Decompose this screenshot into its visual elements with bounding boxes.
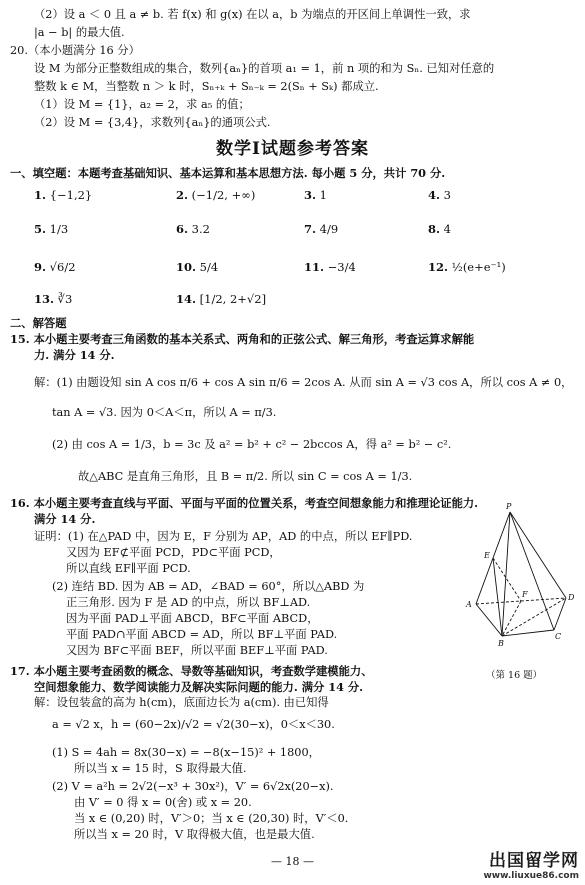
q15-solution-line3: (2) 由 cos A = 1/3，b = 3c 及 a² = b² + c² − 2bccos A，得 a² = b² − c². xyxy=(52,438,452,451)
q16-proof-line4: (2) 连结 BD. 因为 AB = AD，∠BAD = 60°，所以△ABD 为 xyxy=(52,580,365,593)
q15-solution-line2: tan A = √3. 因为 0＜A＜π，所以 A = π/3. xyxy=(52,406,277,419)
q15-solution-line1: 解：(1) 由题设知 sin A cos π/6 + cos A sin π/6 = 2cos A. 从而 sin A = √3 cos A，所以 cos A ≠ 0， xyxy=(34,376,573,389)
answer-13 xyxy=(34,292,72,306)
answer-10-number: 10. xyxy=(176,260,197,274)
label-A: A xyxy=(466,600,472,609)
q20-line2: 整数 k ∈ M，当整数 n ＞ k 时，Sₙ₊ₖ + Sₙ₋ₖ = 2(Sₙ + Sₖ) 都成立. xyxy=(34,80,379,93)
answer-11-number: 11. xyxy=(304,260,325,274)
label-F: F xyxy=(522,590,528,599)
q15-heading-line1: 15. 本小题主要考查三角函数的基本关系式、两角和的正弦公式、解三角形，考查运算求解能 xyxy=(10,332,475,346)
label-D: D xyxy=(568,593,575,602)
part2-heading: 二、解答题 xyxy=(10,316,67,330)
answer-14 xyxy=(176,292,266,306)
q17-solution-line8: 所以当 x = 20 时，V 取得极大值，也是最大值. xyxy=(74,828,315,841)
q16-heading-line1: 16. 本小题主要考查直线与平面、平面与平面的位置关系，考查空间想象能力和推理论证能力. xyxy=(10,496,479,510)
q20-line4: （2）设 M = {3,4}，求数列{aₙ}的通项公式. xyxy=(34,116,271,129)
q16-proof-line7: 平面 PAD∩平面 ABCD = AD，所以 BF⊥平面 PAD. xyxy=(66,628,338,641)
answer-14-value: [1/2, 2+√2] xyxy=(199,292,267,306)
answer-11 xyxy=(304,260,356,274)
q17-solution-line5: (2) V = a²h = 2√2(−x³ + 30x²)，V′ = 6√2x(20−x). xyxy=(52,780,334,793)
q16-proof-line6: 因为平面 PAD⊥平面 ABCD，BF⊂平面 ABCD， xyxy=(66,612,319,625)
answer-7-value: 4/9 xyxy=(319,222,339,236)
q17-solution-line7: 当 x ∈ (0,20) 时，V′＞0；当 x ∈ (20,30) 时，V′＜0. xyxy=(74,812,349,825)
q16-proof-line2: 又因为 EF⊄平面 PCD，PD⊂平面 PCD， xyxy=(66,546,281,559)
answer-2 xyxy=(176,188,255,202)
q16-proof-line8: 又因为 BF⊂平面 BEF，所以平面 BEF⊥平面 PAD. xyxy=(66,644,328,657)
label-B: B xyxy=(498,639,504,648)
answer-10-value: 5/4 xyxy=(199,260,219,274)
edge-BC xyxy=(502,630,554,636)
q17-solution-line4: 所以当 x = 15 时，S 取得最大值. xyxy=(74,762,247,775)
watermark-title: 出国留学网 xyxy=(489,851,579,871)
edge-CD xyxy=(554,598,566,630)
answer-6 xyxy=(176,222,210,236)
answer-5 xyxy=(34,222,68,236)
answer-5-value: 1/3 xyxy=(49,222,69,236)
pyramid-figure xyxy=(462,500,580,670)
q17-solution-line2: a = √2 x，h = (60−2x)/√2 = √2(30−x)，0＜x＜30. xyxy=(52,718,335,731)
answer-3-number: 3. xyxy=(304,188,317,202)
label-E: E xyxy=(484,551,490,560)
answer-12 xyxy=(428,260,506,274)
edge-PD xyxy=(510,512,566,598)
q17-heading-line1: 17. 本小题主要考查函数的概念、导数等基础知识，考查数学建模能力、 xyxy=(10,664,373,678)
answer-12-value: ½(e+e⁻¹) xyxy=(451,260,506,274)
q17-solution-line6: 由 V′ = 0 得 x = 0(舍) 或 x = 20. xyxy=(74,796,252,809)
edge-PC xyxy=(510,512,554,630)
segment-BD xyxy=(502,598,566,636)
answer-8-number: 8. xyxy=(428,222,441,236)
answer-14-number: 14. xyxy=(176,292,197,306)
figure-caption: （第 16 题） xyxy=(486,670,543,681)
answer-1-value: {−1,2} xyxy=(49,188,93,202)
q16-proof-line5: 正三角形. 因为 F 是 AD 的中点，所以 BF⊥AD. xyxy=(66,596,311,609)
q19-part2-line1: （2）设 a ＜ 0 且 a ≠ b. 若 f(x) 和 g(x) 在以 a，b 为端点的开区间上单调性一致，求 xyxy=(34,8,471,21)
answer-2-number: 2. xyxy=(176,188,189,202)
answer-9-number: 9. xyxy=(34,260,47,274)
q19-part2-line2: |a − b| 的最大值. xyxy=(34,26,125,39)
answer-4-value: 3 xyxy=(443,188,451,202)
page-number: — 18 — xyxy=(271,855,314,868)
answer-3-value: 1 xyxy=(319,188,327,202)
part1-heading: 一、填空题：本题考查基础知识、基本运算和基本思想方法. 每小题 5 分，共计 70 分. xyxy=(10,166,446,180)
q20-title: 20.（本小题满分 16 分） xyxy=(10,44,140,57)
answer-4-number: 4. xyxy=(428,188,441,202)
answer-7 xyxy=(304,222,338,236)
edge-AB xyxy=(476,604,502,636)
answer-9-value: √6/2 xyxy=(49,260,76,274)
answer-4 xyxy=(428,188,451,202)
answer-12-number: 12. xyxy=(428,260,449,274)
q16-proof-line3: 所以直线 EF∥平面 PCD. xyxy=(66,562,191,575)
q20-line1: 设 M 为部分正整数组成的集合，数列{aₙ}的首项 a₁ = 1，前 n 项的和为 Sₙ. 已知对任意的 xyxy=(34,62,495,75)
answer-8 xyxy=(428,222,451,236)
answer-3 xyxy=(304,188,327,202)
answer-6-value: 3.2 xyxy=(191,222,210,236)
q16-heading-line2: 满分 14 分. xyxy=(34,512,96,526)
answer-8-value: 4 xyxy=(443,222,451,236)
q17-solution-line3: (1) S = 4ah = 8x(30−x) = −8(x−15)² + 1800， xyxy=(52,746,320,759)
answer-title: 数学Ⅰ试题参考答案 xyxy=(216,139,369,159)
q17-heading-line2: 空间想象能力、数学阅读能力及解决实际问题的能力. 满分 14 分. xyxy=(34,680,364,694)
q15-solution-line4: 故△ABC 是直角三角形，且 B = π/2. 所以 sin C = cos A = 1/3. xyxy=(78,470,413,483)
answer-9 xyxy=(34,260,76,274)
answer-6-number: 6. xyxy=(176,222,189,236)
answer-1-number: 1. xyxy=(34,188,47,202)
answer-1 xyxy=(34,188,92,202)
answer-13-value: ∛3 xyxy=(57,292,73,306)
label-C: C xyxy=(555,632,562,641)
answer-13-number: 13. xyxy=(34,292,55,306)
answer-2-value: (−1/2, +∞) xyxy=(191,188,256,202)
label-P: P xyxy=(506,502,512,511)
q20-line3: （1）设 M = {1}，a₂ = 2，求 a₅ 的值； xyxy=(34,98,250,111)
watermark-url: www.liuxue86.com xyxy=(483,871,579,881)
answer-5-number: 5. xyxy=(34,222,47,236)
segment-EB xyxy=(493,558,502,636)
q15-heading-line2: 力. 满分 14 分. xyxy=(34,348,115,362)
answer-11-value: −3/4 xyxy=(327,260,356,274)
answer-10 xyxy=(176,260,218,274)
answer-7-number: 7. xyxy=(304,222,317,236)
q17-solution-line1: 解：设包装盒的高为 h(cm)，底面边长为 a(cm). 由已知得 xyxy=(34,696,329,709)
q16-proof-line1: 证明：(1) 在△PAD 中，因为 E，F 分别为 AP，AD 的中点，所以 EF∥PD. xyxy=(34,530,413,543)
watermark-logo xyxy=(483,846,579,881)
